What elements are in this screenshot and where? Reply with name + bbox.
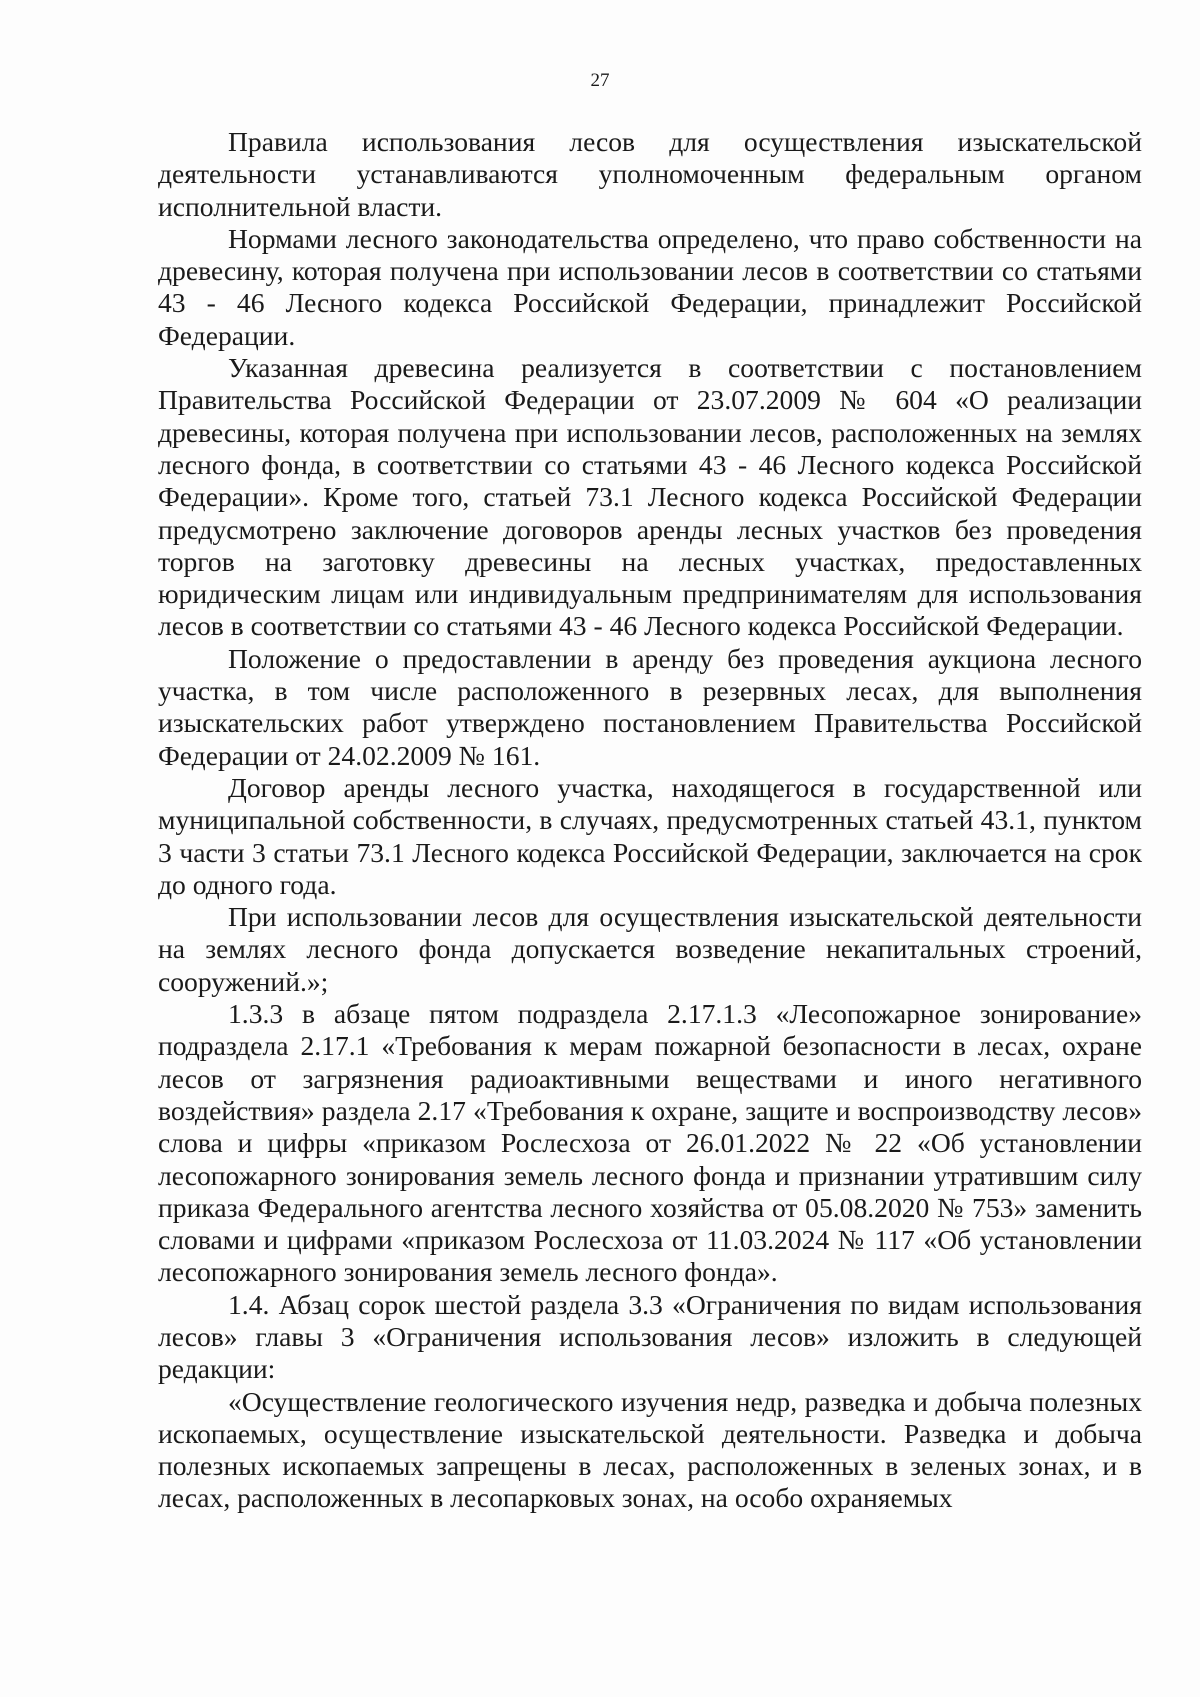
paragraph-usage-rules: Правила использования лесов для осуществления изыскательской деятельности устанавливаются уполномоченным федеральным органом исполнительной власти. xyxy=(158,126,1142,222)
paragraph-amendment-1-4: 1.4. Абзац сорок шестой раздела 3.3 «Ограничения по видам использования лесов» главы 3 «Ограничения использования лесов» изложить в следующей редакции: xyxy=(158,1288,1142,1385)
paragraph-new-wording: «Осуществление геологического изучения недр, разведка и добыча полезных ископаемых, осуществление изыскательской деятельности. Разведка и добыча полезных ископаемых запрещены в лесах, расположенных в зеленых зонах, и в лесах, расположенных в лесопарковых зонах, на особо охраняемых xyxy=(158,1385,1142,1514)
page-number: 27 xyxy=(590,70,610,91)
paragraph-lease-term: Договор аренды лесного участка, находящегося в государственной или муниципальной собственности, в случаях, предусмотренных статьей 43.1, пунктом 3 части 3 статьи 73.1 Лесного кодекса Российской Федерации, заключается на срок до одного года. xyxy=(158,771,1142,900)
paragraph-wood-sale: Указанная древесина реализуется в соответствии с постановлением Правительства Российской Федерации от 23.07.2009 № 604 «О реализации древесины, которая получена при использовании лесов, расположенных на землях лесного фонда, в соответствии со статьями 43 - 46 Лесного кодекса Российской Федерации». Кроме того, статьей 73.1 Лесного кодекса Российской Федерации предусмотрено заключение договоров аренды лесных участков без проведения торгов на заготовку древесины на лесных участках, предоставленных юридическим лицам или индивидуальным предпринимателям для использования лесов в соответствии со статьями 43 - 46 Лесного кодекса Российской Федерации. xyxy=(158,352,1142,642)
paragraph-amendment-1-3-3: 1.3.3 в абзаце пятом подраздела 2.17.1.3 «Лесопожарное зонирование» подраздела 2.17.1 «Требования к мерам пожарной безопасности в лесах, охране лесов от загрязнения радиоактивными веществами и иного негативного воздействия» раздела 2.17 «Требования к охране, защите и воспроизводству лесов» слова и цифры «приказом Рослесхоза от 26.01.2022 № 22 «Об установлении лесопожарного зонирования земель лесного фонда и признании утратившим силу приказа Федерального агентства лесного хозяйства от 05.08.2020 № 753» заменить словами и цифрами «приказом Рослесхоза от 11.03.2024 № 117 «Об установлении лесопожарного зонирования земель лесного фонда». xyxy=(158,998,1142,1288)
document-body xyxy=(158,126,1142,1515)
paragraph-lease-regulation: Положение о предоставлении в аренду без проведения аукциона лесного участка, в том числе расположенного в резервных лесах, для выполнения изыскательских работ утверждено постановлением Правительства Российской Федерации от 24.02.2009 № 161. xyxy=(158,642,1142,771)
paragraph-wood-ownership: Нормами лесного законодательства определено, что право собственности на древесину, которая получена при использовании лесов в соответствии со статьями 43 - 46 Лесного кодекса Российской Федерации, принадлежит Российской Федерации. xyxy=(158,222,1142,351)
paragraph-temporary-structures: При использовании лесов для осуществления изыскательской деятельности на землях лесного фонда допускается возведение некапитальных строений, сооружений.»; xyxy=(158,901,1142,997)
